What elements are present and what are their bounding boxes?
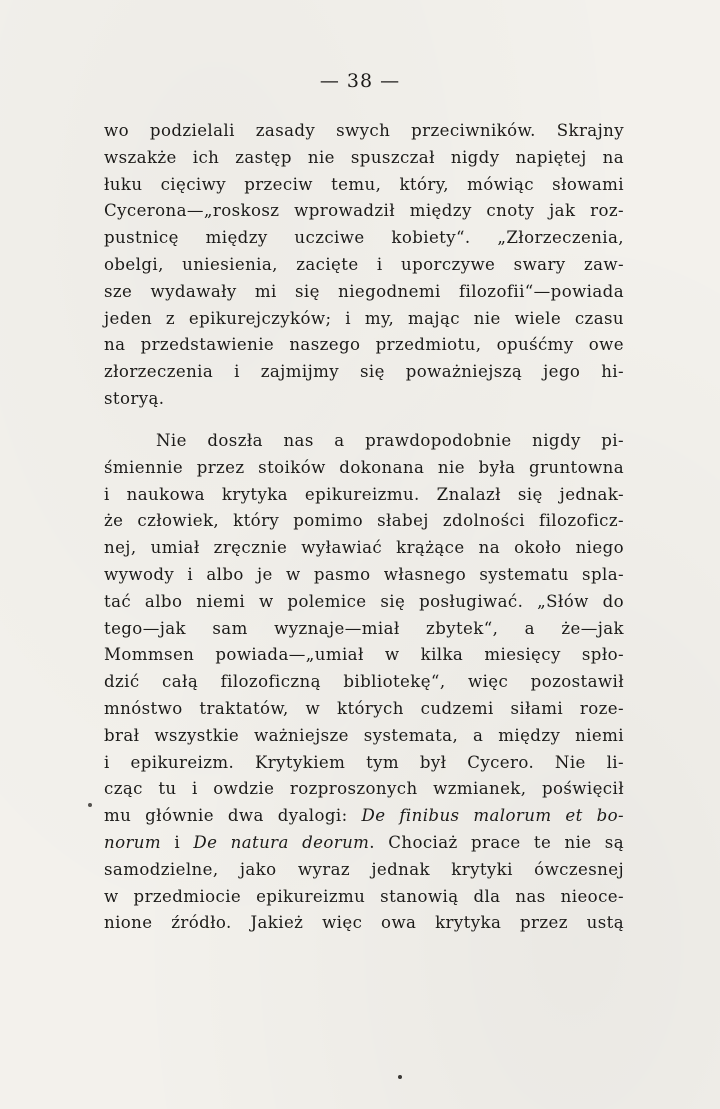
text-line: tać albo niemi w polemice się posługiwać. „Słów do — [104, 591, 624, 611]
text-line: Nie doszła nas a prawdopodobnie nigdy pi- — [156, 431, 624, 450]
text-line: łuku cięciwy przeciw temu, który, mówiąc słowami — [104, 174, 624, 194]
text-line: wszakże ich zastęp nie spuszczał nigdy napiętej na — [104, 147, 624, 167]
text-line: jeden z epikurejczyków; i my, mając nie wiele czasu — [104, 308, 624, 328]
paragraph-1 — [104, 118, 624, 413]
text-line: na przedstawienie naszego przedmiotu, opuśćmy owe — [104, 335, 624, 355]
work-title-1: De finibus malorum et bo- — [361, 806, 625, 826]
text-line: i epikureizm. Krytykiem tym był Cycero. Nie li- — [104, 752, 624, 772]
text-line: wywody i albo je w pasmo własnego systematu spla- — [104, 564, 624, 584]
text-line-with-title — [104, 830, 624, 857]
paragraph-2 — [104, 428, 624, 937]
text-fragment: i — [161, 832, 194, 852]
text-line: nione źródło. Jakież więc owa krytyka przez ustą — [104, 913, 624, 933]
text-line: sze wydawały mi się niegodnemi filozofii“—powiada — [104, 281, 624, 301]
text-line: Mommsen powiada—„umiał w kilka miesięcy spło- — [104, 645, 624, 665]
text-line: pustnicę między uczciwe kobiety“. „Złorzeczenia, — [104, 228, 624, 248]
text-fragment: . Chociaż prace te nie są — [369, 832, 625, 852]
work-title-2: De natura deorum — [193, 832, 370, 852]
page-number: — 38 — — [319, 70, 401, 92]
text-line: tego—jak sam wyznaje—miał zbytek“, a że—jak — [104, 618, 624, 638]
text-line: dzić całą filozoficzną bibliotekę“, więc pozostawił — [104, 672, 624, 692]
text-line-with-title — [104, 803, 624, 830]
text-line: cząc tu i owdzie rozproszonych wzmianek, poświęcił — [104, 779, 624, 799]
text-line: że człowiek, który pomimo słabej zdolności filozoficz- — [104, 511, 624, 531]
text-line: mnóstwo traktatów, w których cudzemi siłami roze- — [104, 698, 624, 718]
text-line: i naukowa krytyka epikureizmu. Znalazł się jednak- — [104, 484, 624, 504]
text-line: obelgi, uniesienia, zacięte i uporczywe swary zaw- — [104, 254, 624, 274]
work-title-1-end: norum — [104, 832, 162, 852]
text-line: brał wszystkie ważniejsze systemata, a między niemi — [104, 725, 624, 745]
text-line: w przedmiocie epikureizmu stanowią dla nas nieoce- — [104, 886, 624, 906]
text-line: śmiennie przez stoików dokonana nie była gruntowna — [104, 457, 624, 477]
print-speck — [398, 1075, 402, 1079]
text-line: złorzeczenia i zajmijmy się poważniejszą jego hi- — [104, 362, 624, 382]
text-line: storyą. — [104, 388, 165, 408]
text-line: samodzielne, jako wyraz jednak krytyki ówczesnej — [104, 859, 624, 879]
text-line: Cycerona—„roskosz wprowadził między cnoty jak roz- — [104, 201, 624, 221]
text-line: nej, umiał zręcznie wyławiać krążące na około niego — [104, 538, 624, 558]
text-line: wo podzielali zasady swych przeciwników. Skrajny — [104, 121, 624, 140]
text-fragment: mu głównie dwa dyalogi: — [104, 806, 362, 826]
print-speck — [88, 803, 92, 807]
